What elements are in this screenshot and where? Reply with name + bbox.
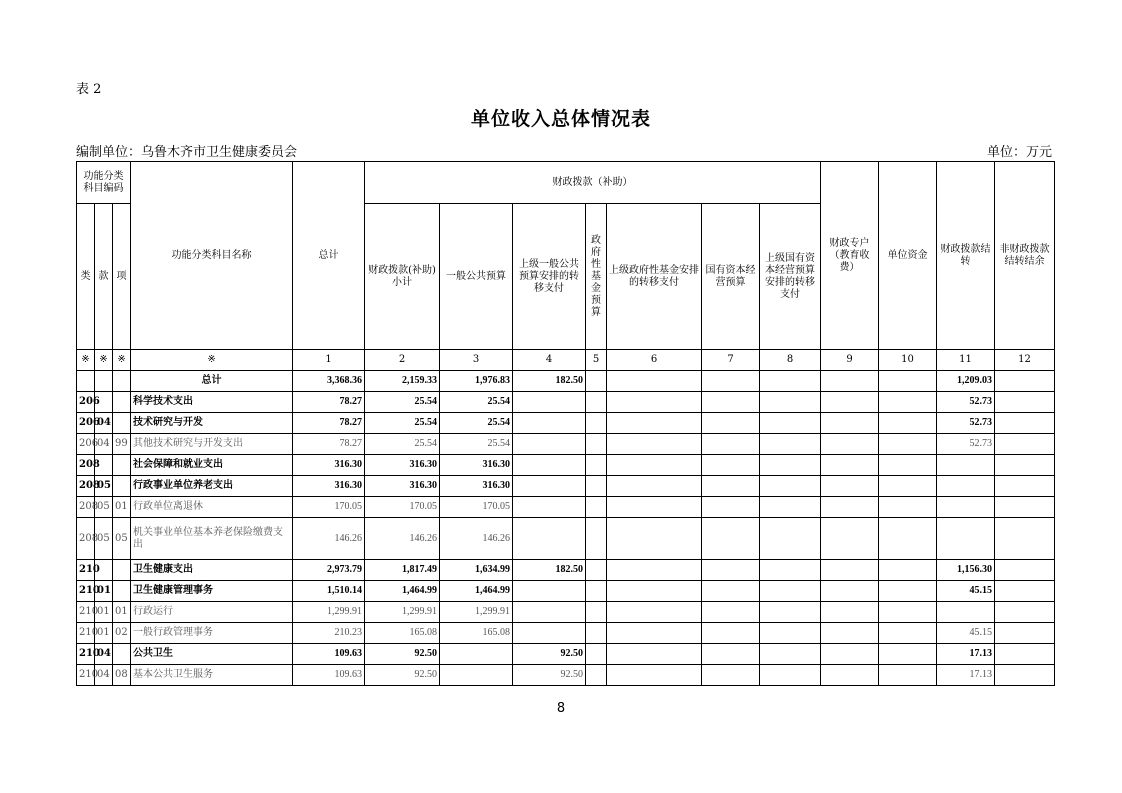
cell-c4: 92.50	[513, 665, 586, 686]
cell-xiang: 02	[113, 623, 131, 644]
header-lei: 类	[77, 204, 95, 350]
cell-c1: 78.27	[293, 392, 365, 413]
cell-c2: 316.30	[365, 476, 440, 497]
header-c8: 上级国有资本经营预算安排的转移支付	[760, 204, 821, 350]
page-number: 8	[556, 701, 566, 716]
cell-c8	[760, 623, 821, 644]
cell-c4	[513, 392, 586, 413]
cell-c8	[760, 644, 821, 665]
cell-c9	[821, 581, 879, 602]
cell-c12	[995, 518, 1055, 560]
header-code-group: 功能分类科目编码	[77, 162, 131, 204]
table-row	[77, 644, 1055, 665]
table-row	[77, 392, 1055, 413]
cell-c5	[586, 434, 607, 455]
cell-xiang	[113, 476, 131, 497]
cell-c10	[879, 623, 937, 644]
cell-c12	[995, 560, 1055, 581]
cell-c3: 146.26	[440, 518, 513, 560]
cell-c2: 92.50	[365, 644, 440, 665]
cell-name: 行政运行	[131, 602, 293, 623]
header-c2: 财政拨款(补助)小计	[365, 204, 440, 350]
cell-c10	[879, 665, 937, 686]
cell-c8	[760, 665, 821, 686]
cell-c5	[586, 476, 607, 497]
cell-c8	[760, 497, 821, 518]
cell-lei: 208	[77, 497, 95, 518]
cell-c5	[586, 665, 607, 686]
cell-kuan: 04	[95, 644, 113, 665]
cell-c10	[879, 392, 937, 413]
cell-kuan: 04	[95, 434, 113, 455]
cell-c4	[513, 497, 586, 518]
cell-c5	[586, 623, 607, 644]
cell-lei: 206	[77, 413, 95, 434]
cell-xiang: 01	[113, 602, 131, 623]
cell-c11: 1,209.03	[937, 371, 995, 392]
cell-c4	[513, 476, 586, 497]
cell-name: 卫生健康管理事务	[131, 581, 293, 602]
index-row	[77, 350, 1055, 371]
cell-c11: 45.15	[937, 623, 995, 644]
cell-xiang	[113, 560, 131, 581]
cell-c5	[586, 644, 607, 665]
cell-c5	[586, 497, 607, 518]
cell-c4	[513, 581, 586, 602]
cell-c3: 170.05	[440, 497, 513, 518]
cell-c9	[821, 434, 879, 455]
cell-c8	[760, 581, 821, 602]
cell-c4: 182.50	[513, 371, 586, 392]
cell-c10	[879, 497, 937, 518]
cell-c12	[995, 413, 1055, 434]
cell-c4	[513, 455, 586, 476]
cell-c2: 1,817.49	[365, 560, 440, 581]
cell-c9	[821, 560, 879, 581]
header-fiscal-group: 财政拨款（补助）	[365, 162, 821, 204]
cell-c5	[586, 455, 607, 476]
cell-c5	[586, 581, 607, 602]
cell-c1: 109.63	[293, 644, 365, 665]
header-c5: 政府性基金预算	[586, 204, 607, 350]
cell-name: 行政事业单位养老支出	[131, 476, 293, 497]
cell-c3	[440, 665, 513, 686]
cell-lei: 210	[77, 665, 95, 686]
cell-c7	[702, 371, 760, 392]
header-xiang: 项	[113, 204, 131, 350]
cell-c8	[760, 518, 821, 560]
table-row	[77, 455, 1055, 476]
cell-lei: 208	[77, 518, 95, 560]
table-row	[77, 497, 1055, 518]
cell-c1: 109.63	[293, 665, 365, 686]
unit-label: 单位：万元	[986, 145, 1052, 160]
cell-c11: 17.13	[937, 665, 995, 686]
cell-c12	[995, 623, 1055, 644]
cell-c2: 170.05	[365, 497, 440, 518]
cell-name: 社会保障和就业支出	[131, 455, 293, 476]
cell-c6	[607, 392, 702, 413]
cell-c5	[586, 518, 607, 560]
cell-c7	[702, 455, 760, 476]
cell-lei: 210	[77, 602, 95, 623]
cell-c12	[995, 476, 1055, 497]
cell-c12	[995, 644, 1055, 665]
cell-c6	[607, 434, 702, 455]
cell-c2: 92.50	[365, 665, 440, 686]
cell-c4	[513, 518, 586, 560]
cell-c7	[702, 665, 760, 686]
cell-c9	[821, 392, 879, 413]
cell-c10	[879, 602, 937, 623]
cell-c9	[821, 476, 879, 497]
cell-xiang: 99	[113, 434, 131, 455]
cell-c5	[586, 413, 607, 434]
cell-c8	[760, 413, 821, 434]
cell-c10	[879, 560, 937, 581]
cell-c6	[607, 476, 702, 497]
cell-xiang: 05	[113, 518, 131, 560]
cell-c11	[937, 602, 995, 623]
cell-c3: 25.54	[440, 434, 513, 455]
cell-c3: 1,299.91	[440, 602, 513, 623]
index-cell: 5	[586, 350, 607, 371]
index-cell: 12	[995, 350, 1055, 371]
index-cell: ※	[113, 350, 131, 371]
cell-kuan: 01	[95, 623, 113, 644]
table-row	[77, 665, 1055, 686]
index-cell: 10	[879, 350, 937, 371]
cell-c1: 3,368.36	[293, 371, 365, 392]
cell-c12	[995, 497, 1055, 518]
cell-c6	[607, 665, 702, 686]
cell-c12	[995, 371, 1055, 392]
cell-c7	[702, 413, 760, 434]
cell-xiang	[113, 392, 131, 413]
cell-lei	[77, 371, 95, 392]
cell-lei: 210	[77, 623, 95, 644]
cell-xiang	[113, 644, 131, 665]
cell-name: 行政单位离退休	[131, 497, 293, 518]
header-c11: 财政拨款结转	[937, 162, 995, 350]
index-cell: 8	[760, 350, 821, 371]
cell-c3	[440, 644, 513, 665]
cell-xiang	[113, 413, 131, 434]
cell-c9	[821, 518, 879, 560]
cell-c12	[995, 392, 1055, 413]
cell-c1: 2,973.79	[293, 560, 365, 581]
cell-c7	[702, 518, 760, 560]
cell-c2: 316.30	[365, 455, 440, 476]
cell-c10	[879, 413, 937, 434]
cell-c12	[995, 665, 1055, 686]
header-total: 总计	[293, 162, 365, 350]
cell-c7	[702, 623, 760, 644]
cell-c1: 1,510.14	[293, 581, 365, 602]
cell-c1: 170.05	[293, 497, 365, 518]
cell-c5	[586, 602, 607, 623]
cell-c8	[760, 434, 821, 455]
cell-c9	[821, 644, 879, 665]
cell-name: 科学技术支出	[131, 392, 293, 413]
cell-c5	[586, 560, 607, 581]
cell-c5	[586, 392, 607, 413]
cell-c1: 316.30	[293, 476, 365, 497]
cell-c9	[821, 665, 879, 686]
cell-c9	[821, 623, 879, 644]
cell-c8	[760, 371, 821, 392]
cell-c11	[937, 455, 995, 476]
cell-name: 总计	[131, 371, 293, 392]
cell-c2: 1,464.99	[365, 581, 440, 602]
cell-c2: 2,159.33	[365, 371, 440, 392]
cell-c8	[760, 455, 821, 476]
cell-c3: 1,976.83	[440, 371, 513, 392]
cell-kuan: 05	[95, 497, 113, 518]
cell-c10	[879, 518, 937, 560]
table-row	[77, 371, 1055, 392]
cell-xiang	[113, 581, 131, 602]
cell-c10	[879, 455, 937, 476]
cell-c7	[702, 644, 760, 665]
cell-c11: 1,156.30	[937, 560, 995, 581]
cell-name: 其他技术研究与开发支出	[131, 434, 293, 455]
index-cell: 11	[937, 350, 995, 371]
cell-c7	[702, 392, 760, 413]
cell-c7	[702, 560, 760, 581]
cell-lei: 208	[77, 455, 95, 476]
header-c12: 非财政拨款结转结余	[995, 162, 1055, 350]
table-row	[77, 476, 1055, 497]
header-kuan: 款	[95, 204, 113, 350]
cell-c3: 25.54	[440, 413, 513, 434]
cell-c6	[607, 560, 702, 581]
cell-c10	[879, 644, 937, 665]
cell-c11: 45.15	[937, 581, 995, 602]
table-row	[77, 602, 1055, 623]
cell-c7	[702, 602, 760, 623]
cell-c2: 165.08	[365, 623, 440, 644]
cell-c3: 1,634.99	[440, 560, 513, 581]
cell-name: 基本公共卫生服务	[131, 665, 293, 686]
cell-c4	[513, 623, 586, 644]
cell-c6	[607, 371, 702, 392]
cell-c7	[702, 497, 760, 518]
cell-c12	[995, 434, 1055, 455]
cell-c8	[760, 392, 821, 413]
cell-c10	[879, 371, 937, 392]
header-c6: 上级政府性基金安排的转移支付	[607, 204, 702, 350]
cell-lei: 206	[77, 434, 95, 455]
cell-kuan: 04	[95, 413, 113, 434]
cell-lei: 208	[77, 476, 95, 497]
header-name: 功能分类科目名称	[131, 162, 293, 350]
cell-c8	[760, 602, 821, 623]
cell-c11	[937, 497, 995, 518]
cell-c3: 316.30	[440, 455, 513, 476]
cell-c4	[513, 413, 586, 434]
cell-lei: 210	[77, 644, 95, 665]
cell-c7	[702, 581, 760, 602]
cell-c1: 316.30	[293, 455, 365, 476]
cell-c9	[821, 371, 879, 392]
cell-c1: 1,299.91	[293, 602, 365, 623]
index-cell: 7	[702, 350, 760, 371]
cell-c9	[821, 602, 879, 623]
cell-c12	[995, 581, 1055, 602]
index-cell: 4	[513, 350, 586, 371]
income-table	[76, 161, 1055, 686]
cell-kuan	[95, 371, 113, 392]
cell-c6	[607, 644, 702, 665]
cell-c6	[607, 581, 702, 602]
cell-lei: 206	[77, 392, 95, 413]
cell-c5	[586, 371, 607, 392]
cell-kuan: 04	[95, 665, 113, 686]
cell-c1: 146.26	[293, 518, 365, 560]
table-label: 表 2	[76, 82, 102, 97]
index-cell: ※	[131, 350, 293, 371]
cell-c11	[937, 476, 995, 497]
cell-c6	[607, 518, 702, 560]
index-cell: 3	[440, 350, 513, 371]
index-cell: ※	[77, 350, 95, 371]
cell-c2: 25.54	[365, 434, 440, 455]
cell-kuan: 05	[95, 518, 113, 560]
cell-c12	[995, 602, 1055, 623]
cell-c1: 78.27	[293, 413, 365, 434]
header-c9: 财政专户（教育收费）	[821, 162, 879, 350]
cell-c3: 316.30	[440, 476, 513, 497]
index-cell: 6	[607, 350, 702, 371]
cell-c2: 1,299.91	[365, 602, 440, 623]
header-c4: 上级一般公共预算安排的转移支付	[513, 204, 586, 350]
cell-xiang	[113, 455, 131, 476]
index-cell: 1	[293, 350, 365, 371]
cell-name: 公共卫生	[131, 644, 293, 665]
cell-c6	[607, 623, 702, 644]
header-c10: 单位资金	[879, 162, 937, 350]
cell-c11: 52.73	[937, 434, 995, 455]
cell-c9	[821, 413, 879, 434]
cell-c6	[607, 413, 702, 434]
cell-xiang: 08	[113, 665, 131, 686]
table-row	[77, 623, 1055, 644]
cell-name: 机关事业单位基本养老保险缴费支出	[131, 518, 293, 560]
index-cell: 9	[821, 350, 879, 371]
cell-c4	[513, 434, 586, 455]
cell-c3: 1,464.99	[440, 581, 513, 602]
table-row	[77, 413, 1055, 434]
cell-c6	[607, 602, 702, 623]
cell-xiang: 01	[113, 497, 131, 518]
cell-c2: 146.26	[365, 518, 440, 560]
cell-c11: 52.73	[937, 413, 995, 434]
page-title: 单位收入总体情况表	[470, 108, 651, 130]
cell-c4: 92.50	[513, 644, 586, 665]
cell-c7	[702, 434, 760, 455]
cell-c10	[879, 476, 937, 497]
cell-c9	[821, 455, 879, 476]
cell-c11	[937, 518, 995, 560]
cell-c1: 210.23	[293, 623, 365, 644]
header-c7: 国有资本经营预算	[702, 204, 760, 350]
cell-kuan: 05	[95, 476, 113, 497]
cell-kuan: 01	[95, 581, 113, 602]
cell-c4	[513, 602, 586, 623]
index-cell: ※	[95, 350, 113, 371]
cell-c8	[760, 476, 821, 497]
cell-c1: 78.27	[293, 434, 365, 455]
cell-lei: 210	[77, 581, 95, 602]
table-row	[77, 518, 1055, 560]
cell-name: 技术研究与开发	[131, 413, 293, 434]
cell-c8	[760, 560, 821, 581]
cell-c11: 52.73	[937, 392, 995, 413]
organization-label: 编制单位：乌鲁木齐市卫生健康委员会	[76, 145, 298, 160]
cell-c7	[702, 476, 760, 497]
cell-kuan: 01	[95, 602, 113, 623]
table-row	[77, 560, 1055, 581]
table-row	[77, 581, 1055, 602]
cell-name: 卫生健康支出	[131, 560, 293, 581]
cell-c9	[821, 497, 879, 518]
index-cell: 2	[365, 350, 440, 371]
cell-c10	[879, 581, 937, 602]
cell-c2: 25.54	[365, 392, 440, 413]
cell-c6	[607, 497, 702, 518]
cell-name: 一般行政管理事务	[131, 623, 293, 644]
cell-c3: 25.54	[440, 392, 513, 413]
cell-c3: 165.08	[440, 623, 513, 644]
cell-c11: 17.13	[937, 644, 995, 665]
cell-c2: 25.54	[365, 413, 440, 434]
cell-c12	[995, 455, 1055, 476]
header-c3: 一般公共预算	[440, 204, 513, 350]
table-row	[77, 434, 1055, 455]
cell-lei: 210	[77, 560, 95, 581]
cell-c4: 182.50	[513, 560, 586, 581]
cell-c10	[879, 434, 937, 455]
cell-c6	[607, 455, 702, 476]
cell-xiang	[113, 371, 131, 392]
